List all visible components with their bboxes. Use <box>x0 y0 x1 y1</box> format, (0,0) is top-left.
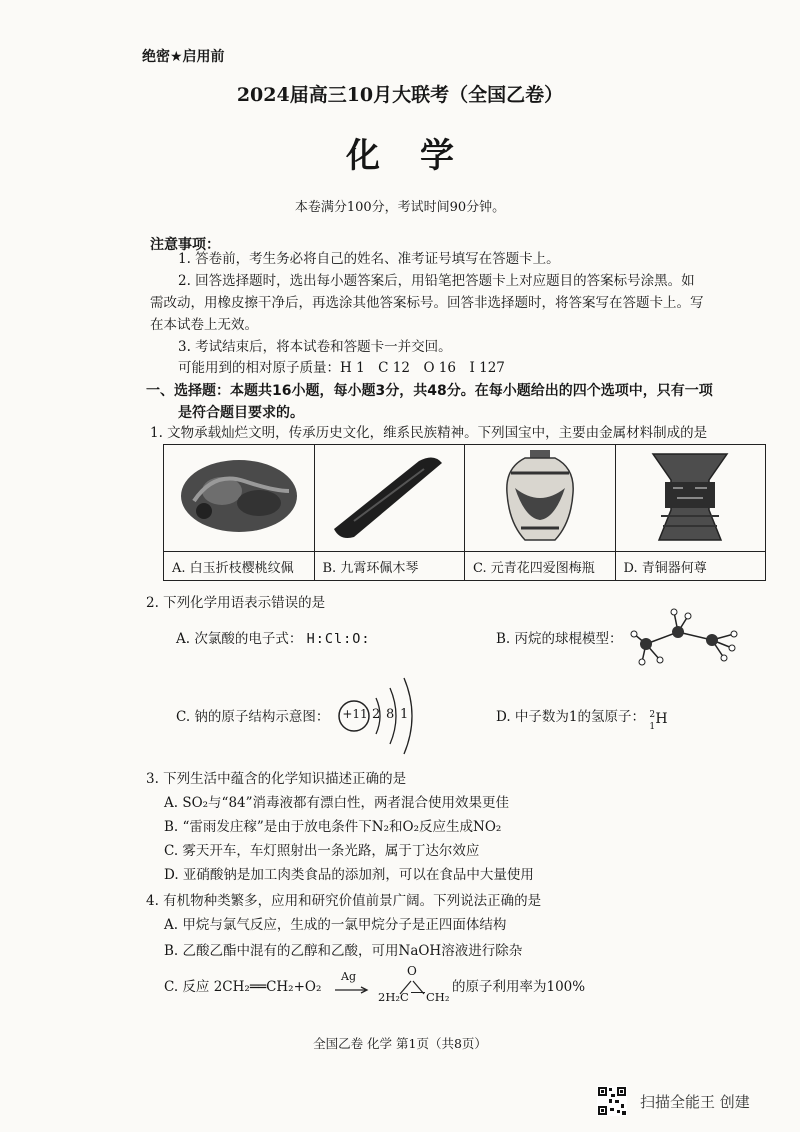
notice-item: 在本试卷上无效。 <box>150 317 258 333</box>
q2-option-d <box>496 706 669 732</box>
question-3-stem: 3. 下列生活中蕴含的化学知识描述正确的是 <box>146 771 407 787</box>
qr-code-icon <box>597 1086 627 1116</box>
section-heading: 一、选择题：本题共16小题，每小题3分，共48分。在每小题给出的四个选项中，只有一项 <box>146 383 713 399</box>
notice-item: 3. 考试结束后，将本试卷和答题卡一并交回。 <box>178 339 452 355</box>
mass-number: 2 <box>649 709 656 720</box>
exam-title: 2024届高三10月大联考（全国乙卷） <box>236 84 564 106</box>
q4-option-c-prefix: C. 反应 2CH₂══CH₂+O₂ <box>164 979 322 995</box>
catalyst-label: Ag <box>341 970 356 983</box>
q3-option-d: D. 亚硝酸钠是加工肉类食品的添加剂，可以在食品中大量使用 <box>164 867 534 883</box>
score-info: 本卷满分100分，考试时间90分钟。 <box>294 200 506 215</box>
artifact-wooden-qin <box>314 445 465 552</box>
shell-3-count: 1 <box>400 707 409 722</box>
epoxide-c-c-bond <box>411 992 425 993</box>
option-a: A. 白玉折枝樱桃纹佩 <box>164 552 315 581</box>
epoxide-left-carbon: 2H₂C <box>378 990 409 1004</box>
notice-item: 需改动，用橡皮擦干净后，再选涂其他答案标号。回答非选择题时，将答案写在答题卡上。写 <box>150 295 704 311</box>
shell-2-count: 8 <box>386 707 395 722</box>
shell-1-count: 2 <box>372 707 381 722</box>
question-4-stem: 4. 有机物种类繁多，应用和研究价值前景广阔。下列说法正确的是 <box>146 893 542 909</box>
artifact-jade-pendant <box>164 445 315 552</box>
option-d: D. 青铜器何尊 <box>615 552 766 581</box>
hydrogen-isotope-symbol <box>649 708 669 732</box>
q3-option-a: A. SO₂与“84”消毒液都有漂白性，两者混合使用效果更佳 <box>164 795 510 811</box>
atomic-masses: 可能用到的相对原子质量：H 1 C 12 O 16 I 127 <box>178 360 505 376</box>
nucleus-charge: +11 <box>342 707 368 721</box>
artifact-bronze-zun <box>615 445 766 552</box>
atomic-number: 1 <box>649 721 656 732</box>
hclo-electron-formula: H:Cl:O: <box>306 631 371 647</box>
element-symbol: H <box>655 710 668 727</box>
scanner-watermark: 扫描全能王 创建 <box>640 1093 750 1111</box>
q2-option-a-text: A. 次氯酸的电子式： <box>176 631 303 647</box>
q2-option-a <box>176 628 371 650</box>
section-heading-cont: 是符合题目要求的。 <box>178 405 304 421</box>
page-footer: 全国乙卷 化学 第1页（共8页） <box>313 1036 487 1051</box>
wooden-qin-icon <box>324 451 454 541</box>
notice-item: 1. 答卷前，考生务必将自己的姓名、准考证号填写在答题卡上。 <box>178 251 560 267</box>
subject-title: 化学 <box>346 136 494 176</box>
notice-item: 2. 回答选择题时，选出每小题答案后，用铅笔把答题卡上对应题目的答案标号涂黑。如 <box>178 273 695 289</box>
q2-option-b-text: B. 丙烷的球棍模型： <box>496 631 623 647</box>
bronze-zun-icon <box>625 448 755 544</box>
q4-option-a: A. 甲烷与氯气反应，生成的一氯甲烷分子是正四面体结构 <box>164 917 507 933</box>
q4-option-c-suffix: 的原子利用率为100% <box>452 979 586 995</box>
question-1-stem: 1. 文物承载灿烂文明，传承历史文化，维系民族精神。下列国宝中，主要由金属材料制成的是 <box>150 425 708 441</box>
option-b: B. 九霄环佩木琴 <box>314 552 465 581</box>
question-1-table <box>163 444 766 581</box>
question-2-stem: 2. 下列化学用语表示错误的是 <box>146 595 326 611</box>
propane-ball-stick-icon <box>628 604 748 670</box>
epoxide-oxygen: O <box>407 964 417 978</box>
reaction-arrow-icon <box>334 986 370 994</box>
q3-option-c: C. 雾天开车，车灯照射出一条光路，属于丁达尔效应 <box>164 843 480 859</box>
q3-option-b: B. “雷雨发庄稼”是由于放电条件下N₂和O₂反应生成NO₂ <box>164 819 502 835</box>
porcelain-vase-icon <box>475 448 605 544</box>
notice-heading: 注意事项： <box>150 237 220 253</box>
epoxide-right-carbon: CH₂ <box>426 990 450 1004</box>
artifact-porcelain-vase <box>465 445 616 552</box>
q2-option-c-text: C. 钠的原子结构示意图： <box>176 709 330 725</box>
secret-label: 绝密★启用前 <box>142 49 225 65</box>
q2-option-d-text: D. 中子数为1的氢原子： <box>496 709 646 725</box>
q4-option-b: B. 乙酸乙酯中混有的乙醇和乙酸，可用NaOH溶液进行除杂 <box>164 943 523 959</box>
jade-pendant-icon <box>174 451 304 541</box>
option-c: C. 元青花四爱图梅瓶 <box>465 552 616 581</box>
